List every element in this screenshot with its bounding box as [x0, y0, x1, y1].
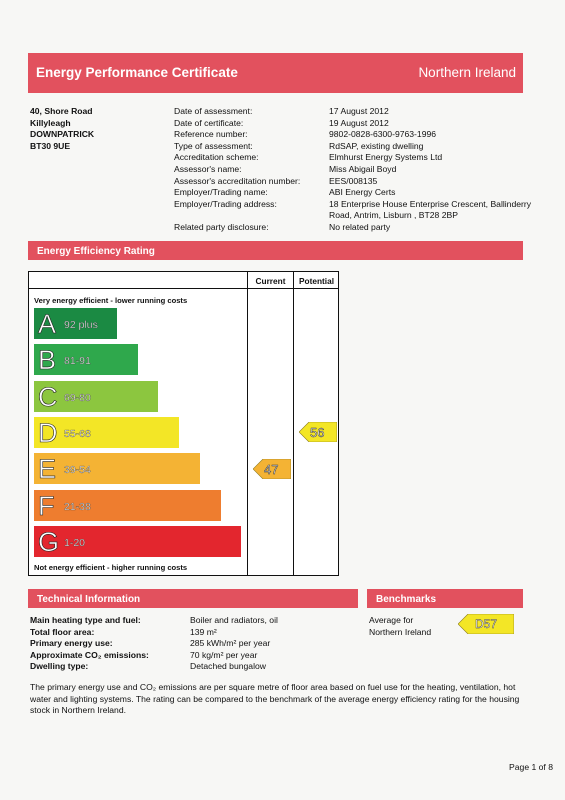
band-range: 69-80 [64, 391, 91, 404]
detail-value: 17 August 2012 [329, 106, 389, 116]
rating-band-c [34, 381, 158, 412]
efficient-note: Very energy efficient - lower running costs [34, 296, 188, 305]
detail-label: Related party disclosure: [174, 221, 269, 232]
detail-value: Elmhurst Energy Systems Ltd [329, 152, 443, 163]
address-line: Killyleagh [30, 117, 71, 128]
band-letter: C [38, 381, 58, 412]
detail-value: 19 August 2012 [329, 117, 389, 128]
potential-column-header: Potential [298, 276, 335, 286]
detail-label: Date of assessment: [174, 106, 253, 116]
technical-section-title: Technical Information [37, 594, 141, 605]
tech-label: Dwelling type: [30, 661, 89, 671]
band-range: 92 plus [64, 319, 98, 331]
band-range: 55-68 [64, 427, 91, 440]
band-letter: D [38, 417, 58, 448]
rating-band-g [34, 526, 241, 557]
technical-section-header [28, 589, 358, 608]
detail-value: 18 Enterprise House Enterprise Crescent, Ballinderry Road, Antrim, Lisburn , BT28 2BP [329, 198, 532, 221]
band-letter: G [38, 526, 60, 557]
detail-label: Date of certificate: [174, 117, 244, 128]
current-rating-value: 47 [264, 461, 279, 477]
detail-value: EES/008135 [329, 175, 378, 186]
detail-label: Employer/Trading name: [174, 187, 268, 198]
efficiency-rating-chart [28, 271, 339, 576]
band-letter: E [38, 454, 57, 485]
column-divider [247, 272, 248, 575]
property-address [30, 106, 94, 152]
detail-label: Reference number: [174, 129, 248, 140]
tech-label: Approximate CO₂ emissions: [30, 649, 149, 660]
band-range: 21-38 [64, 500, 91, 513]
detail-value: ABI Energy Certs [329, 187, 396, 198]
address-line: 40, Shore Road [30, 106, 93, 116]
band-letter: B [38, 345, 57, 376]
column-divider [293, 272, 294, 575]
efficiency-section-title: Energy Efficiency Rating [37, 246, 155, 257]
potential-rating-value: 56 [310, 425, 325, 441]
detail-value: Miss Abigail Boyd [329, 163, 397, 174]
rating-band-f [34, 490, 221, 521]
current-rating-arrow [253, 459, 291, 479]
detail-label: Assessor's name: [174, 163, 242, 174]
tech-value: Detached bungalow [190, 661, 266, 671]
tech-value: 285 kWh/m² per year [190, 638, 271, 648]
rating-band-d [34, 417, 179, 448]
benchmarks-section-header [367, 589, 523, 608]
band-range: 1-20 [64, 536, 86, 549]
detail-value: RdSAP, existing dwelling [329, 140, 424, 151]
tech-value: Boiler and radiators, oil [190, 615, 278, 625]
band-range: 39-54 [64, 464, 91, 477]
band-range: 81-91 [64, 355, 91, 368]
band-letter: F [38, 490, 55, 521]
benchmark-label-line: Northern Ireland [369, 626, 432, 637]
detail-label: Type of assessment: [174, 140, 253, 151]
detail-value: No related party [329, 221, 391, 232]
address-line: BT30 9UE [30, 140, 71, 151]
header-divider [29, 288, 338, 289]
detail-value: 9802-0828-6300-9763-1996 [329, 129, 437, 140]
region-label: Northern Ireland [418, 65, 516, 80]
current-column-header: Current [255, 276, 286, 286]
tech-label: Total floor area: [30, 626, 95, 637]
detail-label: Accreditation scheme: [174, 152, 259, 163]
detail-label: Employer/Trading address: [174, 198, 277, 209]
explanation-paragraph: The primary energy use and CO₂ emissions are per square metre of floor area based on fuel use for the heating, ventilation, hot water and lighting systems. The rating can be compared to the benchmark of the average energy efficiency rating for the housing stock in Northern Ireland. [30, 682, 520, 715]
inefficient-note: Not energy efficient - higher running costs [34, 563, 188, 572]
benchmark-value: D57 [475, 617, 498, 631]
rating-band-a [34, 308, 117, 339]
address-line: DOWNPATRICK [30, 129, 95, 139]
rating-band-b [34, 344, 138, 375]
tech-label: Primary energy use: [30, 638, 113, 648]
tech-value: 70 kg/m² per year [190, 649, 258, 660]
detail-label: Assessor's accreditation number: [174, 175, 301, 186]
band-letter: A [38, 309, 57, 339]
benchmark-label-line: Average for [369, 615, 414, 625]
potential-rating-arrow [299, 422, 337, 442]
certificate-header [28, 53, 523, 93]
rating-band-e [34, 453, 200, 484]
benchmarks-section-title: Benchmarks [376, 594, 437, 605]
benchmark-rating-arrow [458, 614, 514, 634]
tech-label: Main heating type and fuel: [30, 615, 141, 625]
benchmark-label [369, 615, 431, 638]
efficiency-section-header [28, 241, 523, 260]
page-number: Page 1 of 8 [509, 762, 553, 772]
certificate-title: Energy Performance Certificate [36, 65, 238, 80]
tech-value: 139 m² [190, 626, 217, 637]
